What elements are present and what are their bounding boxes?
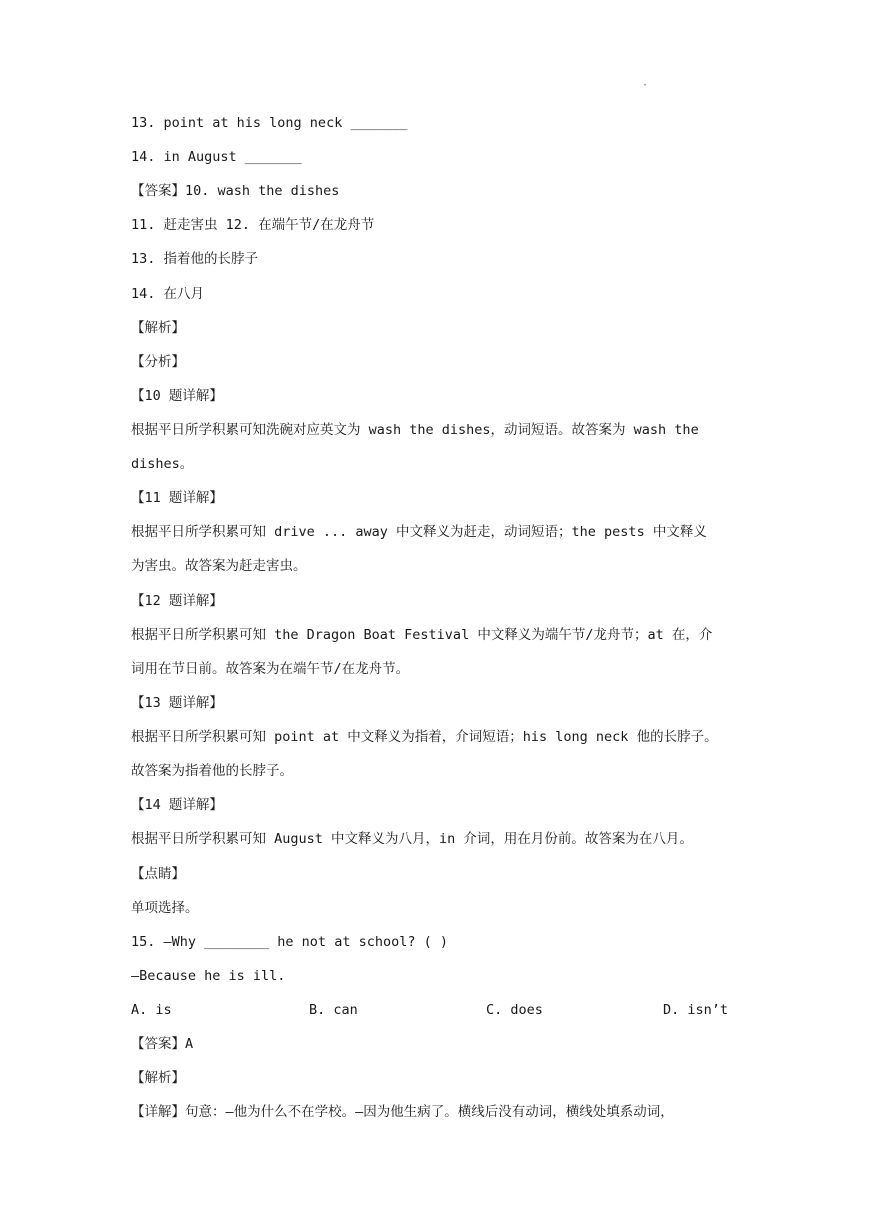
q10-detail-text-2: dishes。: [131, 456, 194, 472]
option-d: D. isn’t: [663, 1002, 729, 1018]
answer-14-line: 14. 在八月: [131, 286, 205, 302]
q13-detail-text-2: 故答案为指着他的长脖子。: [131, 763, 293, 779]
q14-detail-text: 根据平日所学积累可知 August 中文释义为八月，in 介词，用在月份前。故答案为在八月。: [131, 831, 693, 847]
q12-detail-text-2: 词用在节日前。故答案为在端午节/在龙舟节。: [131, 661, 410, 677]
option-c: C. does: [486, 1002, 543, 1018]
answer-11-12-line: 11. 赶走害虫 12. 在端午节/在龙舟节: [131, 217, 375, 233]
question-15-stem: 15. —Why ________ he not at school? ( ): [131, 934, 448, 950]
q13-detail-text-1: 根据平日所学积累可知 point at 中文释义为指着，介词短语；his long neck 他的长脖子。: [131, 729, 718, 745]
q11-detail-text-2: 为害虫。故答案为赶走害虫。: [131, 558, 307, 574]
q10-detail-text-1: 根据平日所学积累可知洗碗对应英文为 wash the dishes，动词短语。故答案为 wash the: [131, 422, 699, 438]
option-a: A. is: [131, 1002, 172, 1018]
header-mark: ·: [642, 80, 649, 91]
question-13-line: 13. point at his long neck _______: [131, 115, 408, 131]
q11-detail-text-1: 根据平日所学积累可知 drive ... away 中文释义为赶走，动词短语；the pests 中文释义: [131, 524, 707, 540]
q13-detail-heading: 【13 题详解】: [131, 695, 223, 711]
analysis-15-heading: 【解析】: [131, 1070, 185, 1086]
q10-detail-heading: 【10 题详解】: [131, 388, 223, 404]
option-b: B. can: [309, 1002, 358, 1018]
question-15-reply: —Because he is ill.: [131, 968, 286, 984]
question-14-line: 14. in August _______: [131, 149, 302, 165]
q14-detail-heading: 【14 题详解】: [131, 797, 223, 813]
q12-detail-heading: 【12 题详解】: [131, 593, 223, 609]
section-title: 单项选择。: [131, 900, 199, 916]
q12-detail-text-1: 根据平日所学积累可知 the Dragon Boat Festival 中文释义为端午节/龙舟节；at 在，介: [131, 627, 713, 643]
analysis-subheading: 【分析】: [131, 354, 185, 370]
answer-line: 【答案】10. wash the dishes: [131, 183, 340, 199]
detail-15-text: 【详解】句意：—他为什么不在学校。—因为他生病了。横线后没有动词，横线处填系动词，: [131, 1104, 674, 1120]
analysis-heading: 【解析】: [131, 320, 185, 336]
answer-13-line: 13. 指着他的长脖子: [131, 251, 259, 267]
q11-detail-heading: 【11 题详解】: [131, 490, 223, 506]
answer-15-line: 【答案】A: [131, 1036, 194, 1052]
tip-heading: 【点睛】: [131, 866, 185, 882]
